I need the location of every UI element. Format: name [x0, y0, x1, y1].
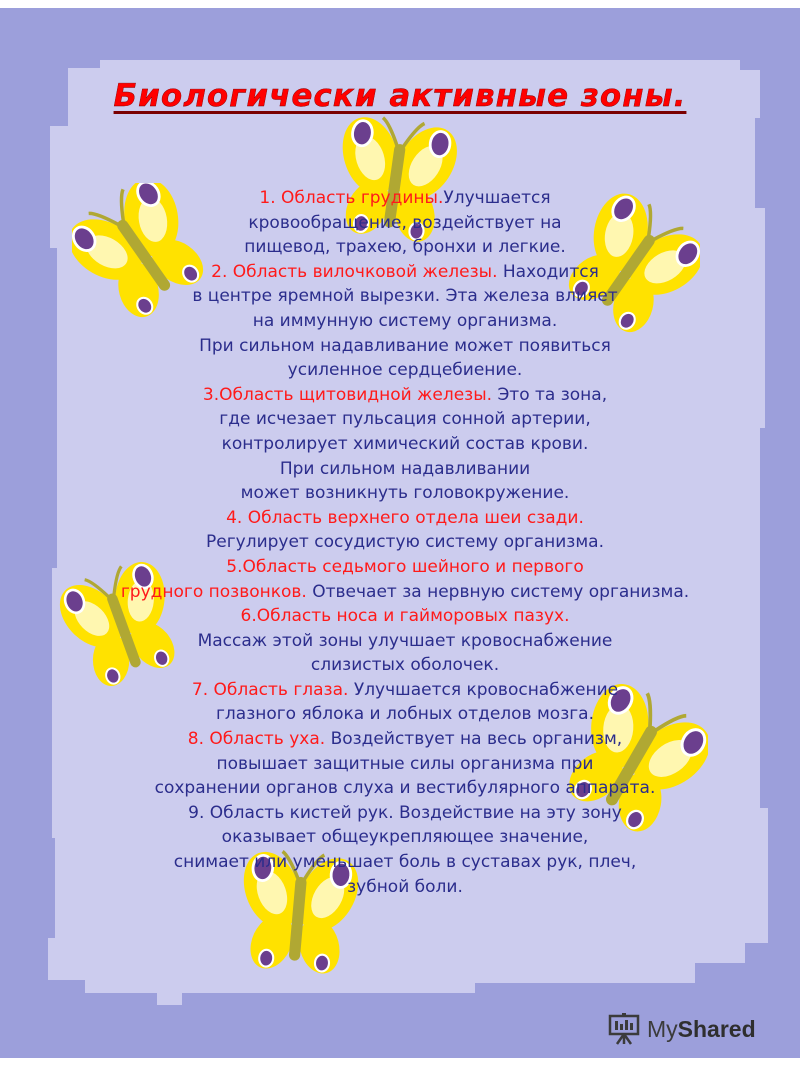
- highlighted-text: 3.Область щитовидной железы.: [202, 384, 498, 405]
- body-text-span: Отвечает за нервную систему организма.: [312, 581, 690, 602]
- slide-title: Биологически активные зоны.: [113, 78, 687, 114]
- text-line: [55, 530, 755, 555]
- highlighted-text: 2. Область вилочковой железы.: [211, 261, 503, 282]
- body-text-span: глазного яблока и лобных отделов мозга.: [215, 704, 594, 725]
- myshared-watermark[interactable]: [607, 1011, 756, 1047]
- text-line: [55, 752, 755, 777]
- text-line: [55, 186, 755, 211]
- body-text-span: зубной боли.: [347, 876, 463, 897]
- text-line: [55, 850, 755, 875]
- highlighted-text: 6.Область носа и гайморовых пазух.: [240, 606, 570, 627]
- body-text-span: может возникнуть головокружение.: [240, 483, 570, 504]
- body-text-span: где исчезает пульсация сонной артерии,: [219, 409, 591, 430]
- text-line: [55, 235, 755, 260]
- text-line: [55, 334, 755, 359]
- text-line: [55, 407, 755, 432]
- highlighted-text: 1. Область грудины.: [259, 188, 444, 208]
- body-text-span: Массаж этой зоны улучшает кровоснабжение: [197, 630, 613, 651]
- body-text-span: усиленное сердцебиение.: [287, 360, 523, 381]
- body-text-span: 9. Область кистей рук. Воздействие на эту зону: [188, 802, 622, 823]
- body-text-span: При сильном надавливание может появиться: [199, 335, 611, 356]
- highlighted-text: 8. Область уха.: [187, 729, 331, 750]
- highlighted-text: грудного позвонков.: [120, 581, 313, 602]
- text-line: [55, 727, 755, 752]
- body-text-span: Находится: [502, 261, 599, 282]
- highlighted-text: 7. Область глаза.: [191, 679, 354, 700]
- body-text-span: на иммунную систему организма.: [252, 310, 558, 331]
- brand-shared: Shared: [677, 1015, 756, 1042]
- brand-my: My: [647, 1015, 678, 1042]
- highlighted-text: 4. Область верхнего отдела шеи сзади.: [226, 507, 584, 528]
- body-text-span: кровообращение, воздействует на: [248, 212, 562, 233]
- text-line: [55, 284, 755, 309]
- text-line: [55, 432, 755, 457]
- text-line: [55, 555, 755, 580]
- body-text-span: пищевод, трахею, бронхи и легкие.: [244, 237, 566, 258]
- body-text-span: контролирует химический состав крови.: [221, 433, 589, 454]
- highlighted-text: 5.Область седьмого шейного и первого: [226, 556, 584, 577]
- text-line: [55, 383, 755, 408]
- body-text-span: Это та зона,: [497, 384, 608, 405]
- text-line: [55, 604, 755, 629]
- body-text-span: Улучшается: [443, 188, 551, 208]
- text-line: [55, 801, 755, 826]
- body-text-span: Улучшается кровоснабжение: [353, 679, 619, 700]
- text-line: [55, 580, 755, 605]
- body-text: [55, 186, 755, 899]
- presentation-board-icon: [607, 1012, 641, 1046]
- body-text-span: слизистых оболочек.: [310, 655, 500, 676]
- text-line: [55, 457, 755, 482]
- text-line: [55, 776, 755, 801]
- body-text-span: Регулирует сосудистую систему организма.: [206, 532, 604, 553]
- body-text-span: в центре яремной вырезки. Эта железа влияет: [192, 286, 618, 307]
- text-line: [55, 260, 755, 285]
- text-line: [55, 629, 755, 654]
- text-line: [55, 825, 755, 850]
- text-line: [55, 875, 755, 900]
- body-text-span: снимает или уменьшает боль в суставах рук, плеч,: [173, 852, 637, 873]
- slide: [0, 8, 800, 1058]
- text-line: [55, 653, 755, 678]
- body-text-span: Воздействует на весь организм,: [330, 729, 623, 750]
- text-line: [55, 481, 755, 506]
- text-line: [55, 506, 755, 531]
- text-line: [55, 211, 755, 236]
- body-text-span: оказывает общеукрепляющее значение,: [221, 827, 589, 848]
- text-line: [55, 678, 755, 703]
- body-text-span: При сильном надавливании: [279, 458, 531, 479]
- body-text-span: повышает защитные силы организма при: [216, 753, 594, 774]
- text-line: [55, 309, 755, 334]
- body-text-span: сохранении органов слуха и вестибулярного аппарата.: [154, 778, 656, 799]
- text-line: [55, 358, 755, 383]
- text-line: [55, 702, 755, 727]
